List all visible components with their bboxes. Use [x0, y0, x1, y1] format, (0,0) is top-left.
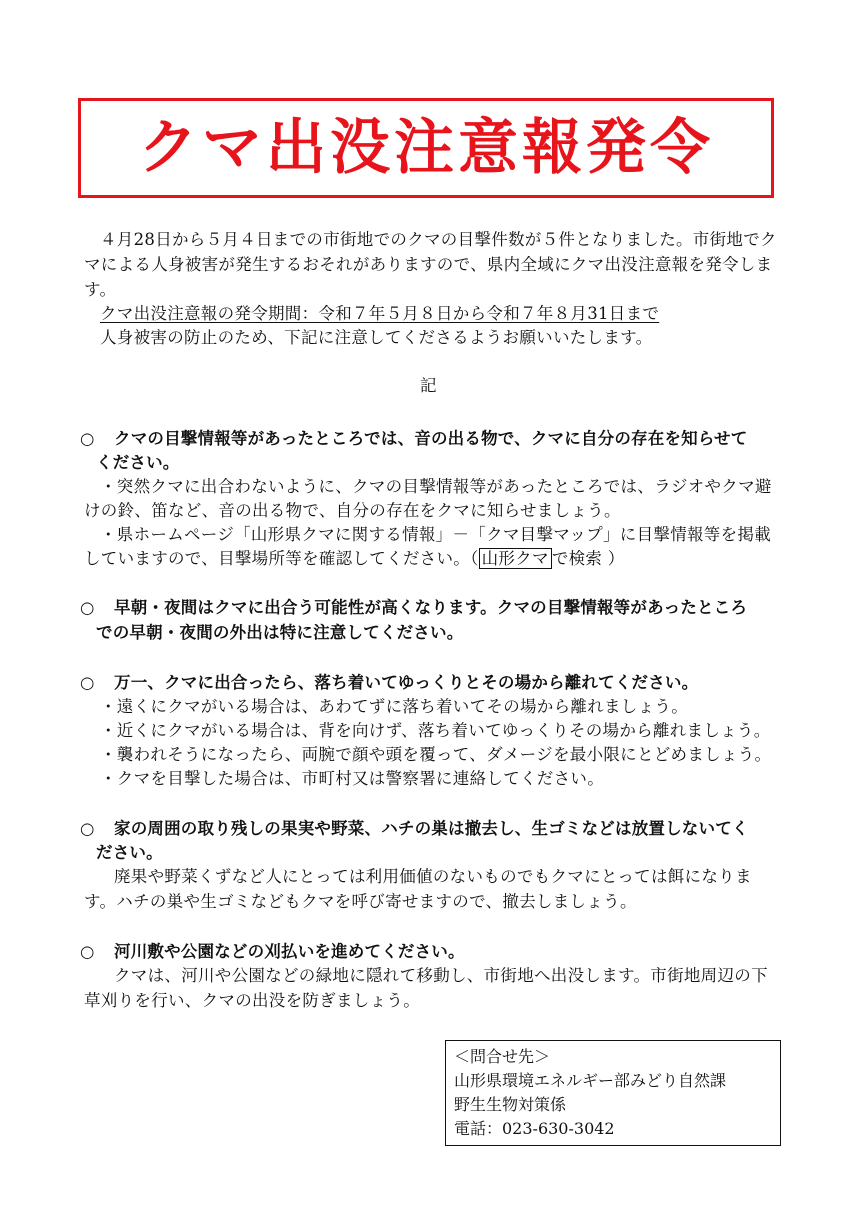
intro-line-2: マによる人身被害が発生するおそれがありますので、県内全域にクマ出没注意報を発令しま — [84, 255, 773, 274]
section-3-item: ・襲われそうになったら、両腕で顔や頭を覆って、ダメージを最小限にとどめましょう。 — [100, 745, 772, 764]
contact-box — [445, 1040, 781, 1146]
section-1-bullet: ○ — [80, 429, 95, 448]
section-3-item: ・近くにクマがいる場合は、背を向けず、落ち着いてゆっくりその場から離れましょう。 — [100, 721, 771, 740]
section-3-bullet: ○ — [80, 673, 95, 692]
section-4-heading-line-2: ださい。 — [96, 843, 163, 862]
title-banner — [78, 98, 774, 198]
section-1-heading-line-2: ください。 — [96, 453, 180, 472]
section-5-heading: 河川敷や公園などの刈払いを進めてください。 — [114, 942, 465, 961]
section-2-bullet: ○ — [80, 598, 95, 617]
section-1-heading-line-1: クマの目撃情報等があったところでは、音の出る物で、クマに自分の存在を知らせて — [114, 429, 748, 448]
section-1-bullet-2-line-1: ・県ホームページ「山形県クマに関する情報」－「クマ目撃マップ」に目撃情報等を掲載 — [100, 525, 772, 544]
section-3-heading: 万一、クマに出合ったら、落ち着いてゆっくりとその場から離れてください。 — [114, 673, 699, 692]
section-1-bullet-2-post: で検索 ） — [551, 549, 625, 568]
section-2-heading-line-2: での早朝・夜間の外出は特に注意してください。 — [96, 623, 464, 642]
section-4-body-line-2: す。ハチの巣や生ゴミなどもクマを呼び寄せますので、撤去しましょう。 — [84, 892, 637, 911]
contact-heading: ＜問合せ先＞ — [454, 1047, 551, 1066]
section-1-bullet-2-pre: していますので、目撃場所等を確認してください。（ — [84, 549, 479, 568]
contact-phone: 電話：023-630-3042 — [454, 1119, 615, 1138]
section-3-item: ・遠くにクマがいる場合は、あわてずに落ち着いてその場から離れましょう。 — [100, 697, 688, 716]
intro-line-1: ４月28日から５月４日までの市街地でのクマの目撃件数が５件となりました。市街地でク — [100, 230, 777, 249]
section-5-body-line-2: 草刈りを行い、クマの出没を防ぎましょう。 — [84, 991, 420, 1010]
section-5-bullet: ○ — [80, 942, 95, 961]
page-title: クマ出没注意報発令 — [138, 113, 714, 183]
search-keyword-box: 山形クマ — [479, 548, 552, 569]
contact-department: 山形県環境エネルギー部みどり自然課 — [454, 1071, 727, 1090]
section-4-body-line-1: 廃果や野菜くずなど人にとっては利用価値のないものでもクマにとっては餌になりま — [114, 867, 752, 886]
section-2-heading-line-1: 早朝・夜間はクマに出合う可能性が高くなります。クマの目撃情報等があったところ — [114, 598, 748, 617]
section-1-bullet-1-line-1: ・突然クマに出合わないように、クマの目撃情報等があったところでは、ラジオやクマ避 — [100, 477, 772, 496]
intro-line-3: す。 — [84, 280, 117, 299]
section-1-bullet-1-line-2: けの鈴、笛など、音の出る物で、自分の存在をクマに知らせましょう。 — [84, 501, 621, 520]
section-3-item: ・クマを目撃した場合は、市町村又は警察署に連絡してください。 — [100, 769, 604, 788]
section-5-body-line-1: クマは、河川や公園などの緑地に隠れて移動し、市街地へ出没します。市街地周辺の下 — [114, 966, 768, 985]
section-4-bullet: ○ — [80, 819, 95, 838]
ki-heading: 記 — [420, 376, 437, 395]
section-1-bullet-2-line-2 — [84, 551, 625, 568]
intro-request: 人身被害の防止のため、下記に注意してくださるようお願いいたします。 — [100, 328, 653, 347]
alert-period: クマ出没注意報の発令期間：令和７年５月８日から令和７年８月31日まで — [100, 304, 660, 323]
section-4-heading-line-1: 家の周囲の取り残しの果実や野菜、ハチの巣は撤去し、生ゴミなどは放置しないてく — [114, 819, 749, 838]
contact-section: 野生生物対策係 — [454, 1095, 567, 1114]
